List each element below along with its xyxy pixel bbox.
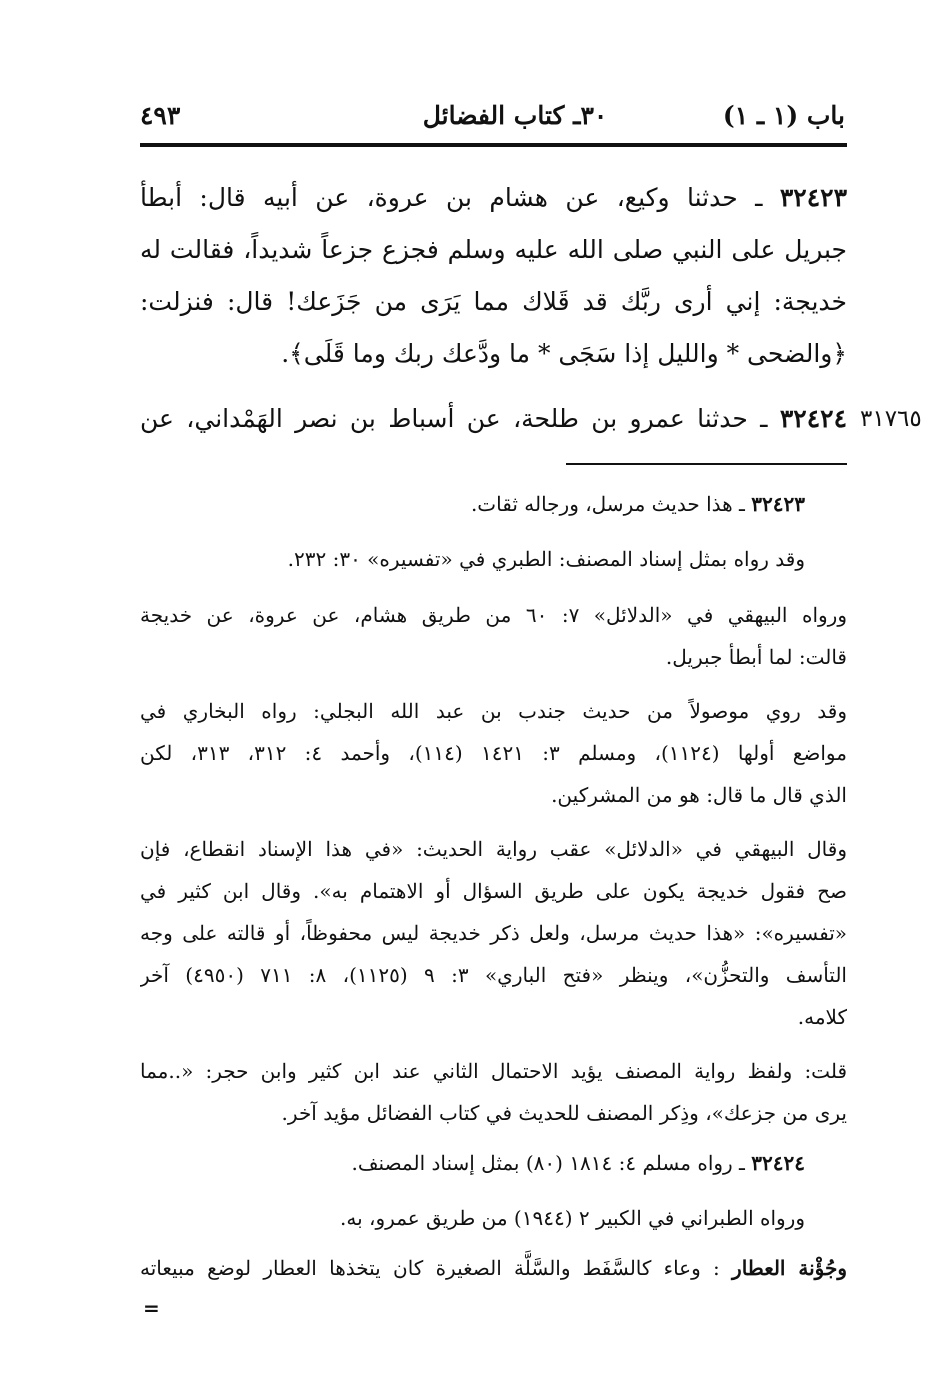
hadith-32423 (140, 172, 847, 380)
continuation-mark: = (143, 1296, 160, 1320)
footnote-separator (566, 463, 847, 465)
hadith-number: ٣٢٤٢٣ (779, 183, 847, 212)
note-line: وقد رواه بمثل إسناد المصنف: الطبري في «تفسيره» ٣٠: ٢٣٢. (287, 547, 805, 571)
footnote-paragraph (140, 828, 847, 1038)
glossary-term: وجُؤْنة العطار (732, 1256, 847, 1280)
note-number: ٣٢٤٢٣ (751, 492, 805, 516)
header-rule (140, 143, 847, 147)
footnote-paragraph (140, 1197, 847, 1239)
note-line: قلت: ولفظ رواية المصنف يؤيد الاحتمال الثاني عند ابن كثير وابن حجر: «..مما (140, 1059, 847, 1083)
chapter-title: ٣٠ـ كتاب الفضائل (422, 101, 608, 130)
section-label: باب (١ ـ ١) (722, 101, 845, 130)
note-line: وقال البيهقي في «الدلائل» عقب رواية الحديث: «في هذا الإسناد انقطاع، فإن (140, 837, 847, 861)
note-line: قالت: لما أبطأ جبريل. (665, 645, 847, 669)
note-line: صح فقول خديجة يكون على طريق السؤال أو الاهتمام به». وقال ابن كثير في (140, 879, 847, 903)
margin-reference-number: ٣١٧٦٥ (860, 406, 922, 432)
footnote-glossary (140, 1247, 847, 1289)
note-line: ٣٢٤٢٤ ـ رواه مسلم ٤: ١٨١٤ (٨٠) بمثل إسناد المصنف. (351, 1151, 805, 1175)
note-line: كلامه. (797, 1005, 847, 1029)
main-line: ٣٢٤٢٣ ـ حدثنا وكيع، عن هشام بن عروة، عن أبيه قال: أبطأ (140, 183, 847, 212)
main-line: خديجة: إني أرى ربَّك قد قَلاك مما يَرَى من جَزَعك! قال: فنزلت: (140, 287, 847, 316)
main-line: ٣٢٤٢٤ ـ حدثنا عمرو بن طلحة، عن أسباط بن نصر الهَمْداني، عن (140, 404, 847, 433)
note-line: ٣٢٤٢٣ ـ هذا حديث مرسل، ورجاله ثقات. (470, 492, 805, 516)
hadith-32424 (140, 393, 847, 445)
footnote-32424 (140, 1142, 847, 1184)
note-line: وجُؤْنة العطار : وعاء كالسَّفَط والسَّلَّة الصغيرة كان يتخذها العطار لوضع مبيعاته (140, 1256, 847, 1280)
note-line: ورواه البيهقي في «الدلائل» ٧: ٦٠ من طريق هشام، عن عروة، عن خديجة (140, 603, 847, 627)
main-line: جبريل على النبي صلى الله عليه وسلم فجزع جزعاً شديداً، فقالت له (140, 235, 847, 264)
note-line: «تفسيره»: «هذا حديث مرسل، ولعل ذكر خديجة ليس محفوظاً، أو قالته على وجه (140, 921, 847, 945)
note-line: التأسف والتحزُّن»، وينظر «فتح الباري» ٣: ٩ (١١٢٥)، ٨: ٧١١ (٤٩٥٠) آخر (140, 963, 847, 987)
main-line: ﴿والضحى * والليل إذا سَجَى * ما ودَّعك ربك وما قَلَى﴾. (281, 339, 847, 368)
footnote-32423 (140, 483, 847, 525)
note-line: الذي قال ما قال: هو من المشركين. (551, 783, 847, 807)
note-number: ٣٢٤٢٤ (751, 1151, 805, 1175)
footnote-paragraph (140, 690, 847, 816)
footnote-paragraph (140, 1050, 847, 1134)
note-line: وقد روي موصولاً من حديث جندب بن عبد الله البجلي: رواه البخاري في (140, 699, 847, 723)
note-line: ورواه الطبراني في الكبير ٢ (١٩٤٤) من طريق عمرو، به. (340, 1206, 805, 1230)
footnote-paragraph (140, 538, 847, 580)
footnote-paragraph (140, 594, 847, 678)
hadith-number: ٣٢٤٢٤ (779, 404, 847, 433)
note-line: مواضع أولها (١١٢٤)، ومسلم ٣: ١٤٢١ (١١٤)، وأحمد ٤: ٣١٢، ٣١٣، لكن (140, 741, 847, 765)
note-line: يرى من جزعك»، وذِكر المصنف للحديث في كتاب الفضائل مؤيد آخر. (281, 1101, 847, 1125)
page-number: ٤٩٣ (140, 101, 181, 130)
